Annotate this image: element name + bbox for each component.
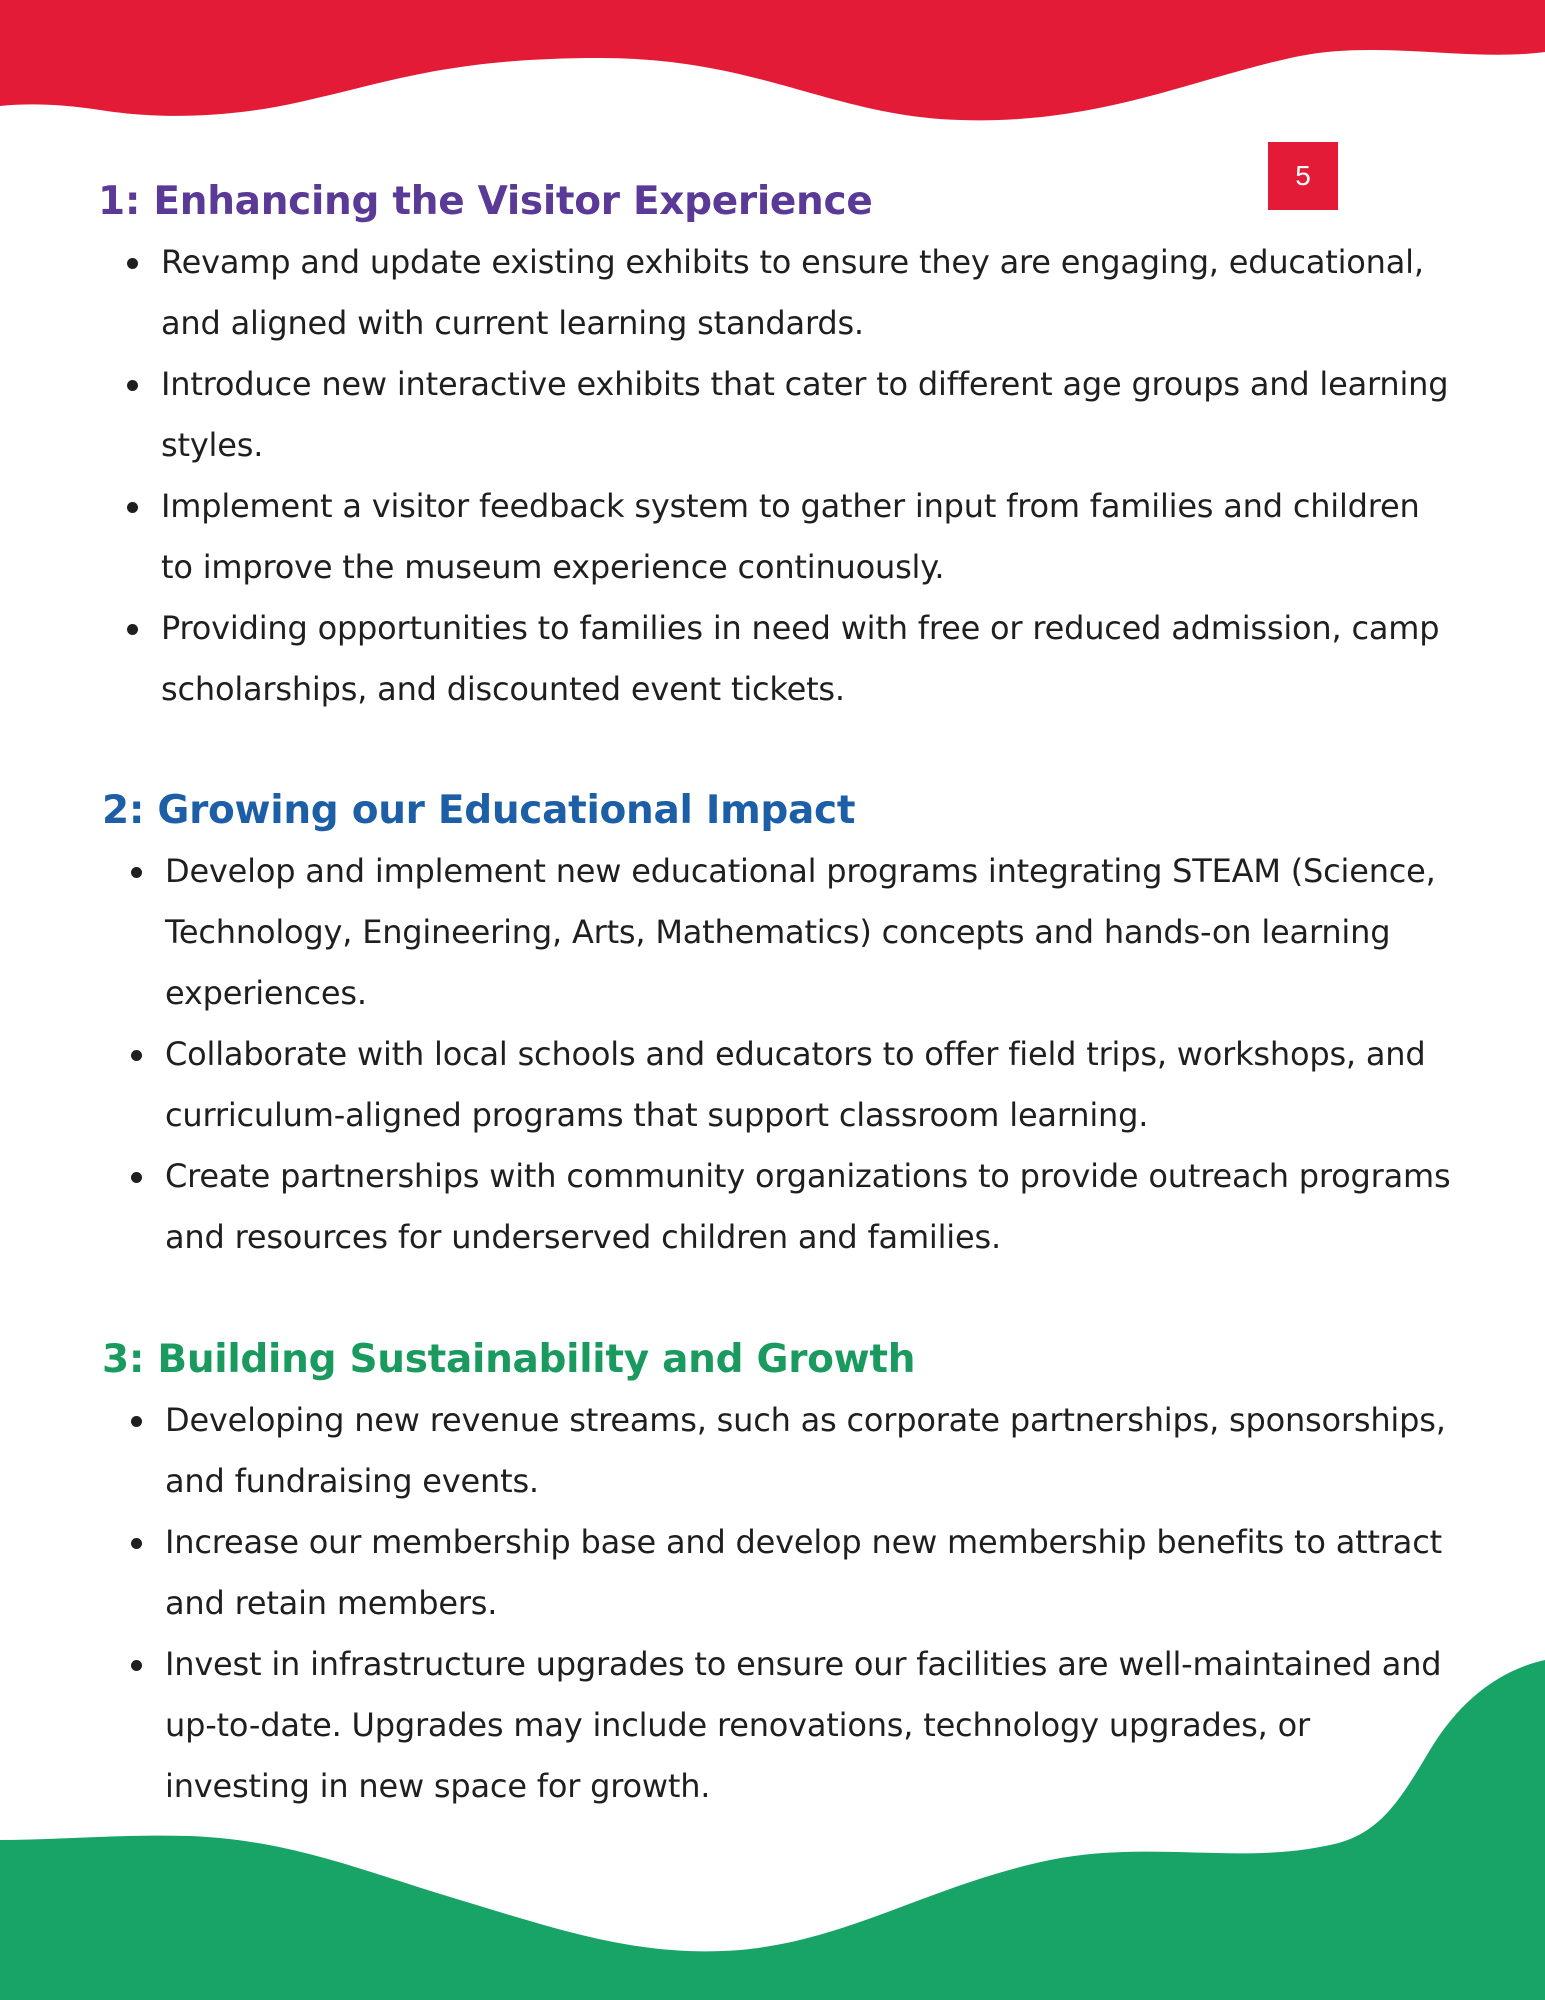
bullet-list: [0, 232, 1545, 720]
bullet-icon: [127, 380, 138, 391]
bottom-wave-shape: [0, 1660, 1545, 2000]
bullet-list: [0, 841, 1545, 1268]
list-item: Collaborate with local schools and educators to offer field trips, workshops, and curriculum-aligned programs that support classroom learning.: [165, 1024, 1455, 1146]
section-educational-impact: [0, 783, 1545, 1268]
bullet-icon: [127, 624, 138, 635]
section-title: 2: Growing our Educational Impact: [102, 788, 856, 833]
top-wave-decoration: [0, 0, 1545, 130]
list-item: Providing opportunities to families in need with free or reduced admission, camp scholarships, and discounted event tickets.: [161, 598, 1451, 720]
list-item: Increase our membership base and develop new membership benefits to attract and retain members.: [165, 1512, 1455, 1634]
list-item: Implement a visitor feedback system to gather input from families and children to improve the museum experience continuously.: [161, 476, 1451, 598]
section-title: 1: Enhancing the Visitor Experience: [98, 179, 873, 224]
bullet-icon: [131, 1050, 142, 1061]
page-number: 5: [1295, 160, 1311, 191]
list-item: Introduce new interactive exhibits that cater to different age groups and learning styles.: [161, 354, 1451, 476]
bullet-icon: [127, 258, 138, 269]
top-wave-shape: [0, 0, 1545, 120]
list-item: Revamp and update existing exhibits to ensure they are engaging, educational, and aligned with current learning standards.: [161, 232, 1451, 354]
bullet-icon: [131, 1172, 142, 1183]
list-item: Invest in infrastructure upgrades to ensure our facilities are well-maintained and up-to-date. Upgrades may include renovations, technology upgrades, or investing in new space for growth.: [165, 1634, 1455, 1817]
bullet-icon: [131, 867, 142, 878]
list-item: Developing new revenue streams, such as corporate partnerships, sponsorships, and fundraising events.: [165, 1390, 1455, 1512]
list-item: Create partnerships with community organizations to provide outreach programs and resources for underserved children and families.: [165, 1146, 1455, 1268]
bullet-icon: [131, 1416, 142, 1427]
section-visitor-experience: [0, 174, 1545, 720]
bullet-icon: [131, 1538, 142, 1549]
list-item: Develop and implement new educational programs integrating STEAM (Science, Technology, Engineering, Arts, Mathematics) concepts and hands-on learning experiences.: [165, 841, 1455, 1024]
bottom-wave-decoration: [0, 1660, 1545, 2000]
bullet-icon: [127, 502, 138, 513]
section-title: 3: Building Sustainability and Growth: [102, 1337, 916, 1382]
